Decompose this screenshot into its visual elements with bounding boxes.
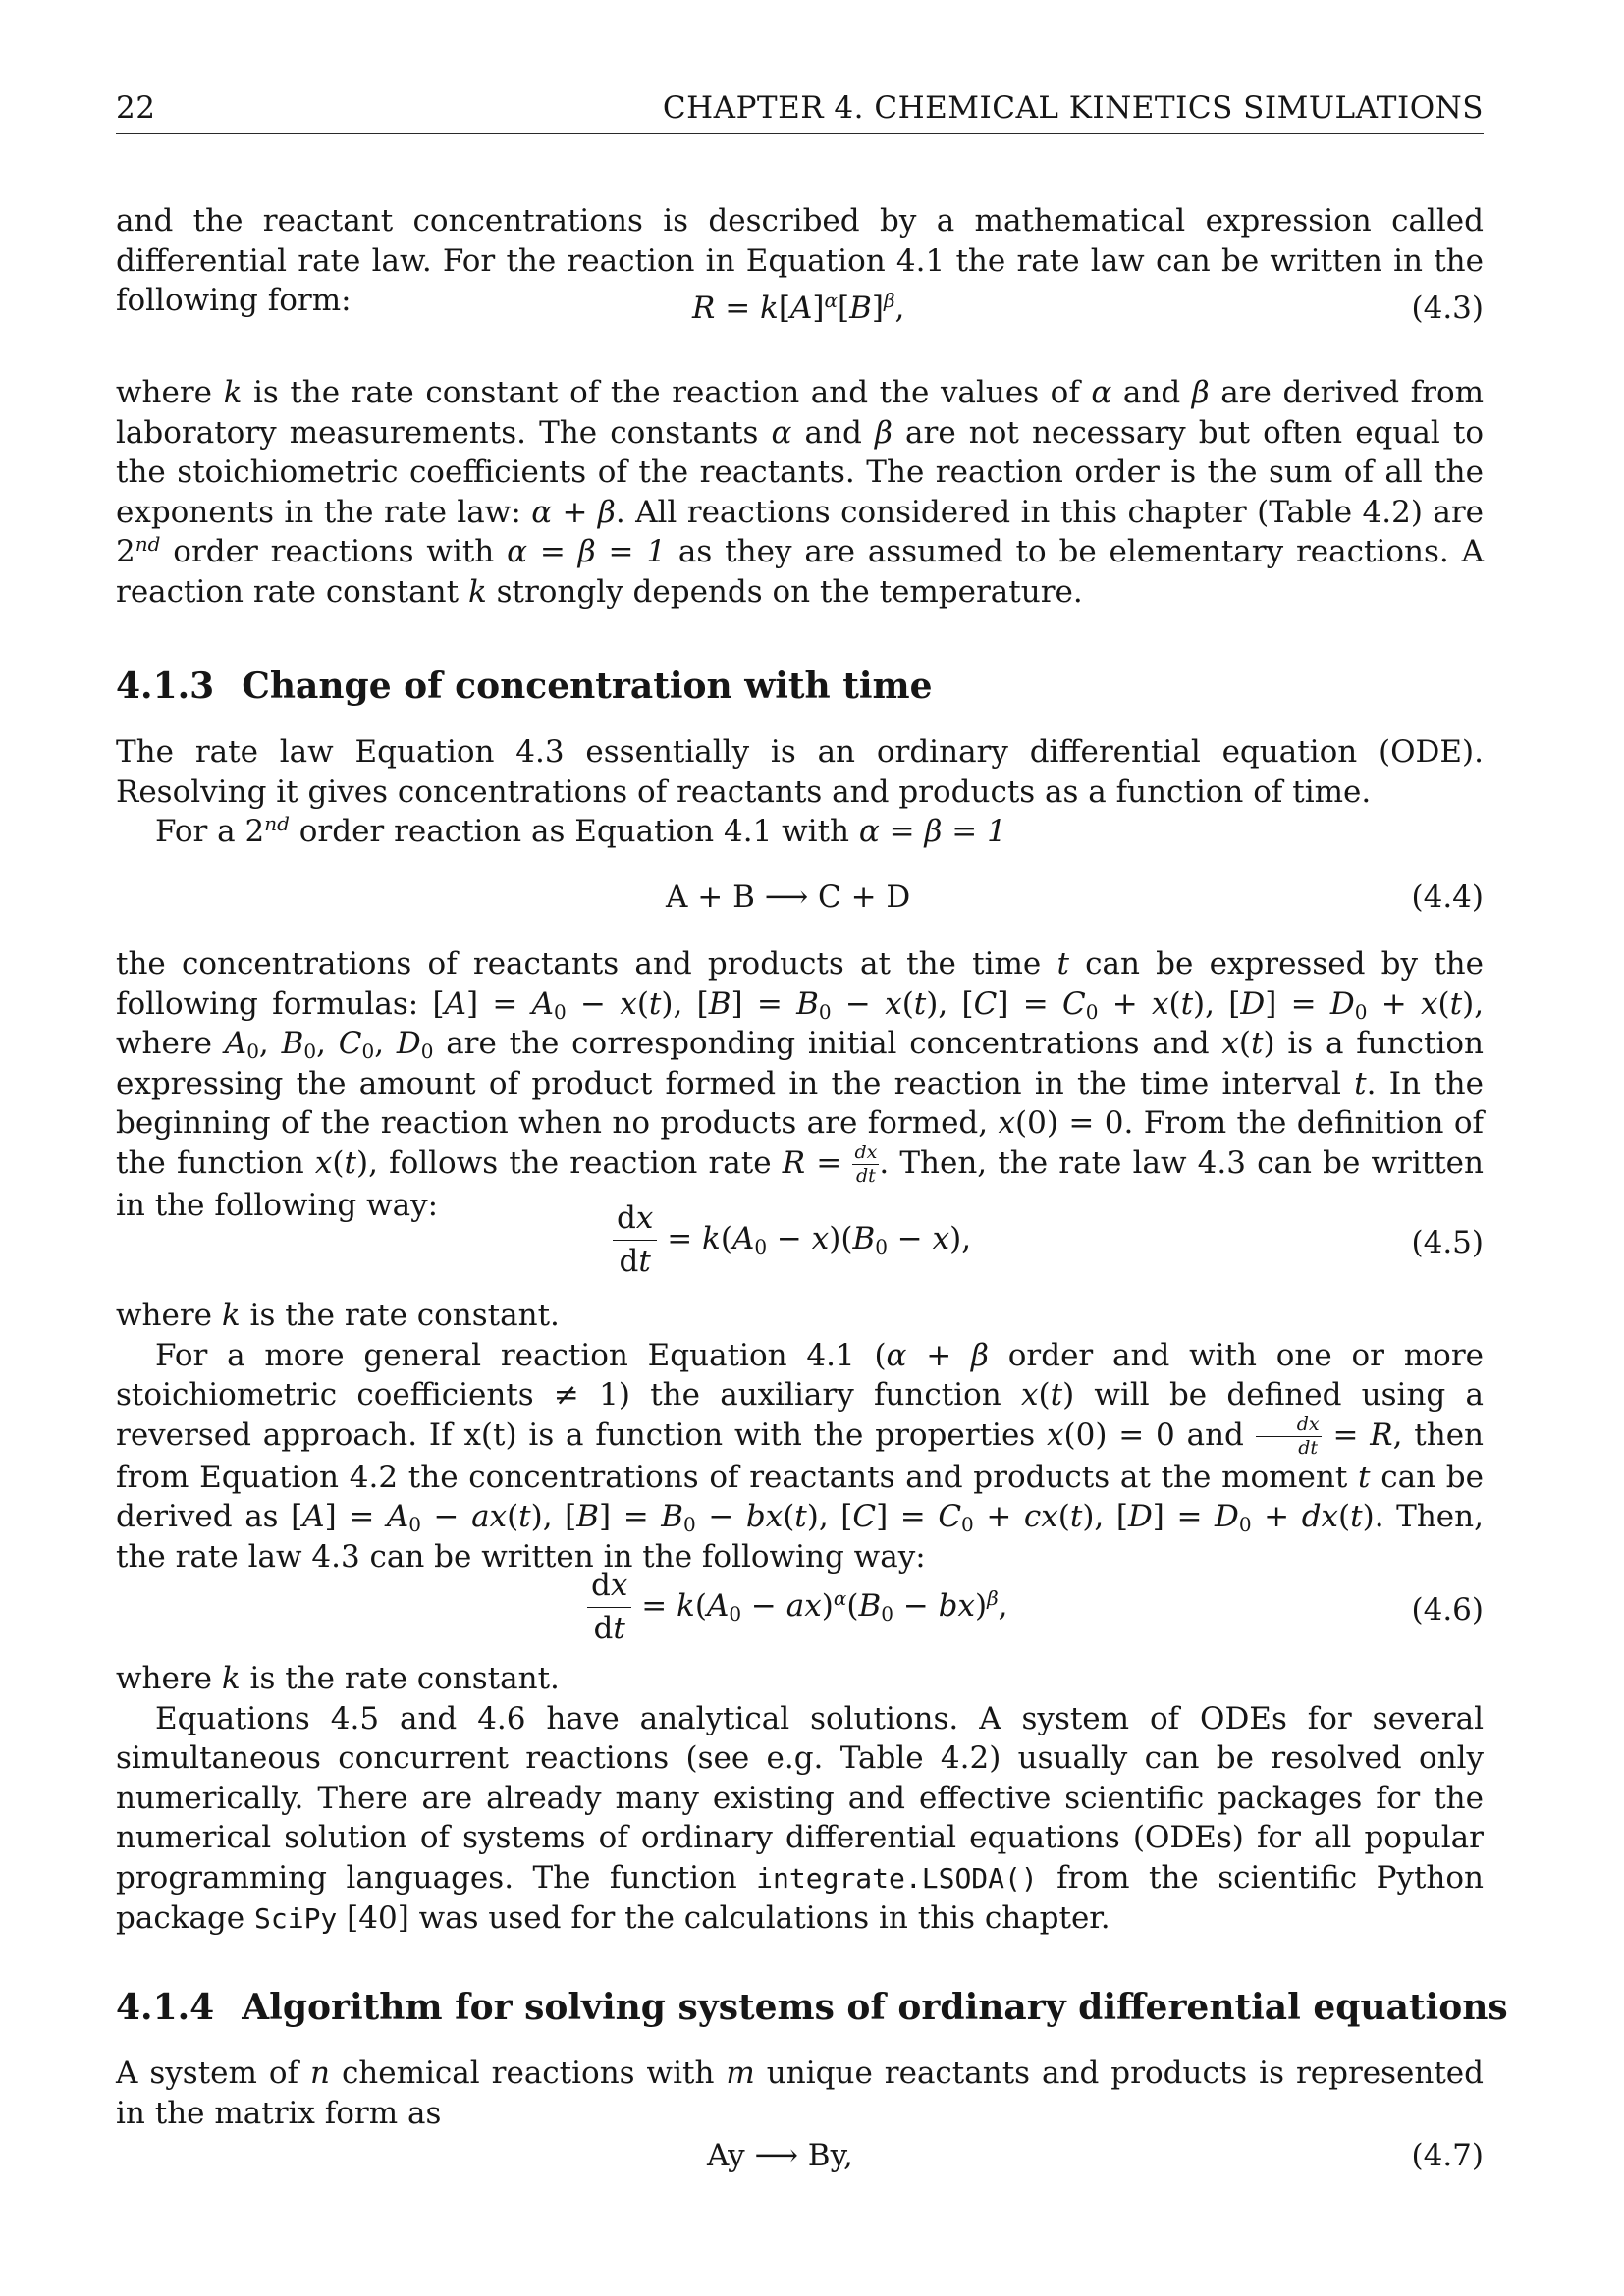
paragraph-ode-intro: The rate law Equation 4.3 essentially is an ordinary differential equation (ODE). Resolving it gives concentrations of reactants and products as a function of time. For a 2nd order reaction as Equation 4.1 with α = β = 1 (116, 732, 1484, 852)
equation-4-7-number: (4.7) (1411, 2138, 1484, 2173)
paragraph-second-order: For a 2nd order reaction as Equation 4.1 with α = β = 1 (155, 812, 1006, 849)
equation-4-5 (116, 1203, 1484, 1282)
section-heading-4-1-4: 4.1.4 Algorithm for solving systems of ordinary differential equations (116, 1987, 1508, 2028)
equation-4-3 (116, 291, 1484, 330)
paragraph-rate-law-intro: and the reactant concentrations is described by a mathematical expression called differential rate law. For the reaction in Equation 4.1 the rate law can be written in the following form: (116, 203, 1484, 318)
equation-4-3-body: $R = k[A]^\alpha[B]^\beta$, (692, 289, 905, 326)
page-number: 22 (116, 90, 156, 126)
equation-4-4 (116, 880, 1484, 919)
equation-4-3-number: (4.3) (1411, 291, 1484, 326)
where-k-line-2: where k is the rate constant. (116, 1661, 560, 1696)
equation-4-5-body: $\frac{dx}{dt}$ = $k(A_0 - x)(B_0 - x)$, (613, 1203, 971, 1277)
code-scipy: SciPy (254, 1902, 338, 1935)
where-k-line: where k is the rate constant. (116, 1298, 560, 1333)
section-heading-4-1-3: 4.1.3 Change of concentration with time (116, 666, 933, 707)
equation-4-4-number: (4.4) (1411, 880, 1484, 915)
paragraph-matrix-form: A system of n chemical reactions with m unique reactants and products is represented in the matrix form as (116, 2056, 1484, 2131)
paragraph-general-reaction: where k is the rate constant. For a more general reaction Equation 4.1 (α + β order and with one or more stoichiometric coefficients ≠ 1) the auxiliary function x(t) will be defined using a reversed approach. If x(t) is a function with the properties x(0) = 0 and $\frac{dx}{dt}$ = R, then from Equation 4.2 the concentrations of reactants and products at the moment t can be derived as $[A] = A_0 - ax(t)$, $[B] = B_0 - bx(t)$, $[C] = C_0 + cx(t)$, $[D] = D_0 + dx(t)$. Then, the rate law 4.3 can be written in the following way: (116, 1298, 1485, 1575)
equation-4-7-body: Ay ⟶ By, (707, 2138, 853, 2173)
running-header (116, 90, 1484, 134)
equation-4-6 (116, 1568, 1484, 1649)
equation-4-6-body: $\frac{dx}{dt}$ = $k(A_0 - ax)^\alpha(B_0 - bx)^\beta$, (587, 1571, 1008, 1644)
equation-4-5-number: (4.5) (1411, 1225, 1484, 1260)
equation-4-7 (116, 2138, 1484, 2177)
equation-4-6-number: (4.6) (1411, 1592, 1484, 1628)
chapter-title: CHAPTER 4. CHEMICAL KINETICS SIMULATIONS (662, 90, 1484, 126)
paragraph-numerical-solution: where k is the rate constant. Equations 4.5 and 4.6 have analytical solutions. A system of ODEs for several simultaneous concurrent reactions (see e.g. Table 4.2) usually can be resolved only numerically. There are already many existing and effective scientific packages for the numerical solution of systems of ordinary differential equations (ODEs) for all popular programming languages. The function integrate.LSODA() from the scientific Python package SciPy [40] was used for the calculations in this chapter. (116, 1661, 1484, 1936)
equation-4-4-body: A + B ⟶ C + D (666, 880, 911, 915)
paragraph-concentrations: the concentrations of reactants and products at the time t can be expressed by the following formulas: $[A] = A_0 - x(t)$, $[B] = B_0 - x(t)$, $[C] = C_0 + x(t)$, $[D] = D_0 + x(t)$, where $A_0$, $B_0$, $C_0$, $D_0$ are the corresponding initial concentrations and x(t) is a function expressing the amount of product formed in the reaction in the time interval t. In the beginning of the reaction when no products are formed, x(0) = 0. From the definition of the function x(t), follows the reaction rate R = $\frac{dx}{dt}$ . Then, the rate law 4.3 can be written in the following way: (116, 946, 1485, 1223)
code-lsoda: integrate.LSODA() (756, 1861, 1038, 1895)
paragraph-rate-constant: where k is the rate constant of the reaction and the values of α and β are derived from laboratory measurements. The constants α and β are not necessary but often equal to the stoichiometric coefficients of the reactants. The reaction order is the sum of all the exponents in the rate law: α + β. All reactions considered in this chapter (Table 4.2) are 2nd order reactions with α = β = 1 as they are assumed to be elementary reactions. A reaction rate constant k strongly depends on the temperature. (116, 375, 1484, 610)
